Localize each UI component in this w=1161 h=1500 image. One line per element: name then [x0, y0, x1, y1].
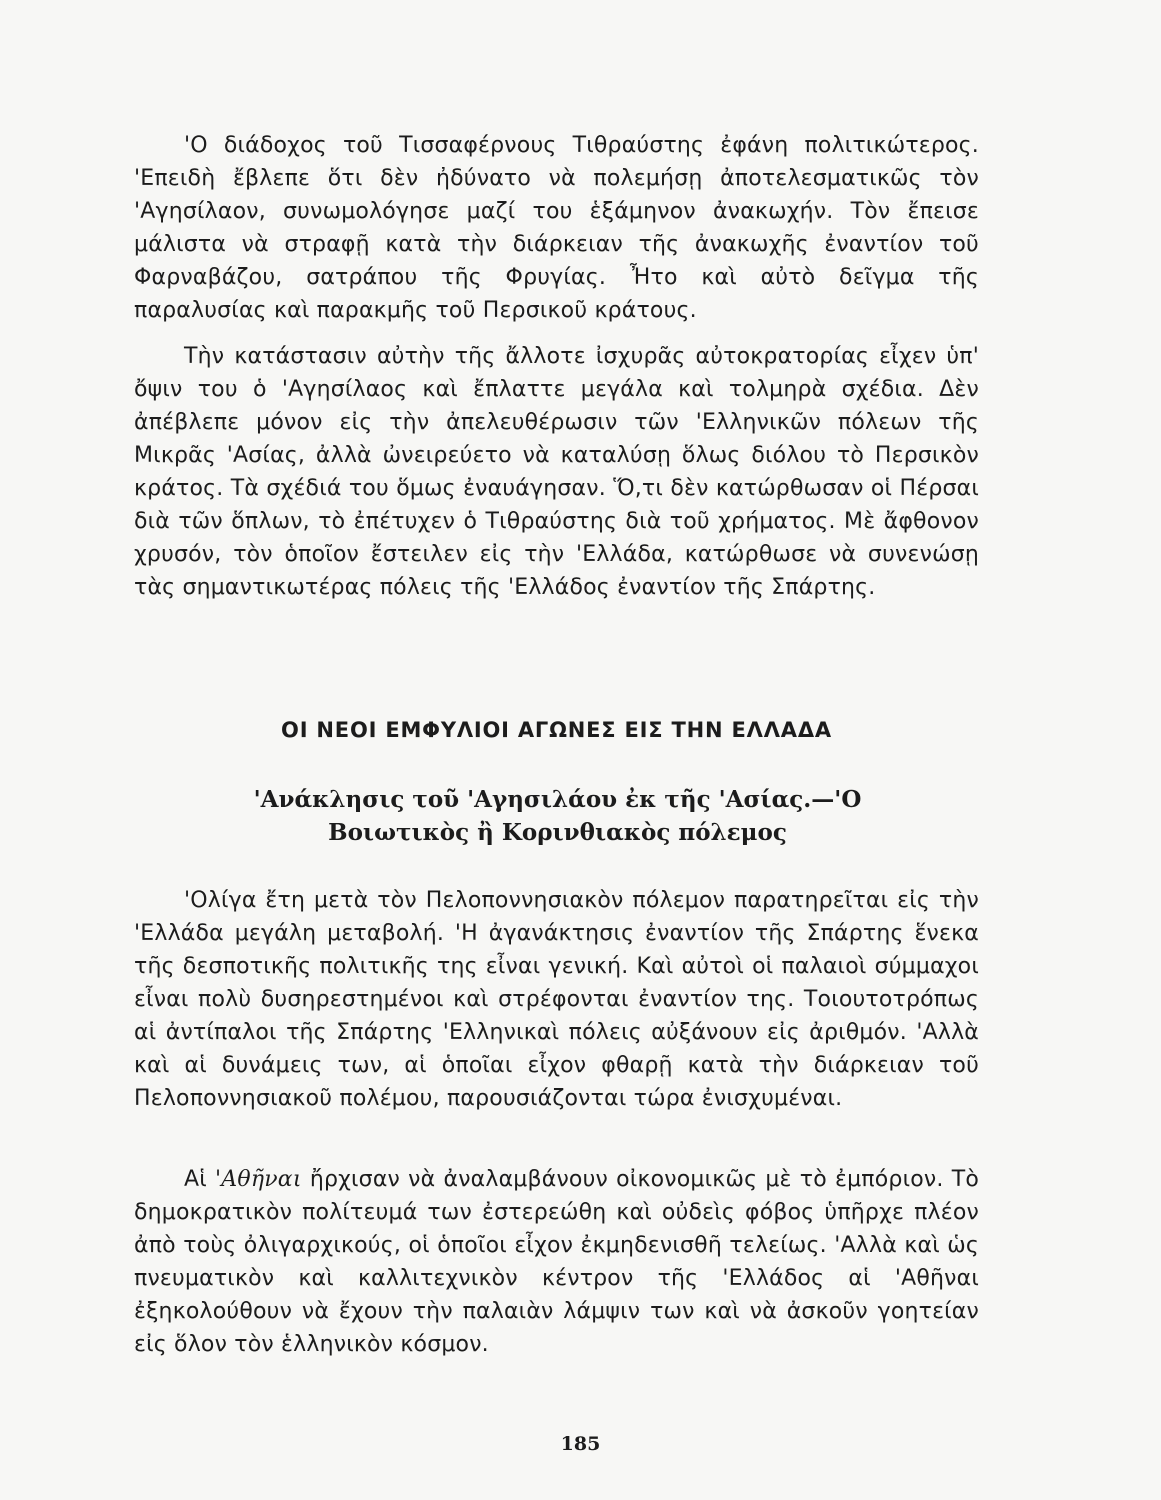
section-title: ΟΙ ΝΕΟΙ ΕΜΦΥΛΙΟΙ ΑΓΩΝΕΣ ΕΙΣ ΤΗΝ ΕΛΛΑΔΑ [281, 718, 832, 742]
paragraph-tithraustes: 'Ο διάδοχος τοῦ Τισσαφέρνους Τιθραύστης ἐφάνη πολιτικώτερος. 'Επειδὴ ἔβλεπε ὅτι δὲν ἠδύνατο νὰ πολεμήσῃ ἀποτελεσματικῶς τὸν 'Αγησίλαον, συνωμολόγησε μαζί του ἑξάμηνον ἀνακωχήν. Τὸν ἔπεισε μάλιστα νὰ στραφῇ κατὰ τὴν διάρκειαν τῆς ἀνακωχῆς ἐναντίον τοῦ Φαρναβάζου, σατράπου τῆς Φρυγίας. Ἦτο καὶ αὐτὸ δεῖγμα τῆς παραλυσίας καὶ παρακμῆς τοῦ Περσικοῦ κράτους. [134, 133, 979, 323]
paragraph-athens-lead: Αἱ [184, 1167, 216, 1192]
section-subtitle: 'Ανάκλησις τοῦ 'Αγησιλάου ἐκ τῆς 'Ασίας.—'Ο Βοιωτικὸς ἢ Κορινθιακὸς πόλεμος [253, 786, 862, 846]
paragraph-greece-change: 'Ολίγα ἔτη μετὰ τὸν Πελοποννησιακὸν πόλεμον παρατηρεῖται εἰς τὴν 'Ελλάδα μεγάλη μεταβολή. 'Η ἀγανάκτησις ἐναντίον τῆς Σπάρτης ἕνεκα τῆς δεσποτικῆς πολιτικῆς της εἶναι γενική. Καὶ αὐτοὶ οἱ παλαιοὶ σύμμαχοι εἶναι πολὺ δυσηρεστημένοι καὶ στρέφονται ἐναντίον της. Τοιουτοτρόπως αἱ ἀντίπαλοι τῆς Σπάρτης 'Ελληνικαὶ πόλεις αὐξάνουν εἰς ἀριθμόν. 'Αλλὰ καὶ αἱ δυνάμεις των, αἱ ὁποῖαι εἶχον φθαρῇ κατὰ τὴν διάρκειαν τοῦ Πελοποννησιακοῦ πολέμου, παρουσιάζονται τώρα ἐνισχυμέναι. [134, 888, 979, 1111]
paragraph-athens [134, 1163, 979, 1361]
paragraph-agesilaus-plans: Τὴν κατάστασιν αὐτὴν τῆς ἄλλοτε ἰσχυρᾶς αὐτοκρατορίας εἶχεν ὑπ' ὄψιν του ὁ 'Αγησίλαος καὶ ἔπλαττε μεγάλα καὶ τολμηρὰ σχέδια. Δὲν ἀπέβλεπε μόνον εἰς τὴν ἀπελευθέρωσιν τῶν 'Ελληνικῶν πόλεων τῆς Μικρᾶς 'Ασίας, ἀλλὰ ὠνειρεύετο νὰ καταλύσῃ ὅλως διόλου τὸ Περσικὸν κράτος. Τὰ σχέδιά του ὅμως ἐναυάγησαν. Ὅ,τι δὲν κατώρθωσαν οἱ Πέρσαι διὰ τῶν ὅπλων, τὸ ἐπέτυχεν ὁ Τιθραύστης διὰ τοῦ χρήματος. Μὲ ἄφθονον χρυσόν, τὸν ὁποῖον ἔστειλεν εἰς τὴν 'Ελλάδα, κατώρθωσε νὰ συνενώσῃ τὰς σημαντικωτέρας πόλεις τῆς 'Ελλάδος ἐναντίον τῆς Σπάρτης. [134, 344, 979, 600]
paragraph-athens-emphasis: 'Αθῆναι [215, 1167, 302, 1192]
paragraph-athens-rest: ἤρχισαν νὰ ἀναλαμβάνουν οἰκονομικῶς μὲ τὸ ἐμπόριον. Τὸ δημοκρατικὸν πολίτευμά των ἐστερεώθη καὶ οὐδεὶς φόβος ὑπῆρχε πλέον ἀπὸ τοὺς ὀλιγαρχικούς, οἱ ὁποῖοι εἶχον ἐκμηδενισθῆ τελείως. 'Αλλὰ καὶ ὡς πνευματικὸν καὶ καλλιτεχνικὸν κέντρον τῆς 'Ελλάδος αἱ 'Αθῆναι ἐξηκολούθουν νὰ ἔχουν τὴν παλαιὰν λάμψιν των καὶ νὰ ἀσκοῦν γοητείαν εἰς ὅλον τὸν ἑλληνικὸν κόσμον. [134, 1167, 979, 1357]
page-number: 185 [560, 1433, 601, 1455]
